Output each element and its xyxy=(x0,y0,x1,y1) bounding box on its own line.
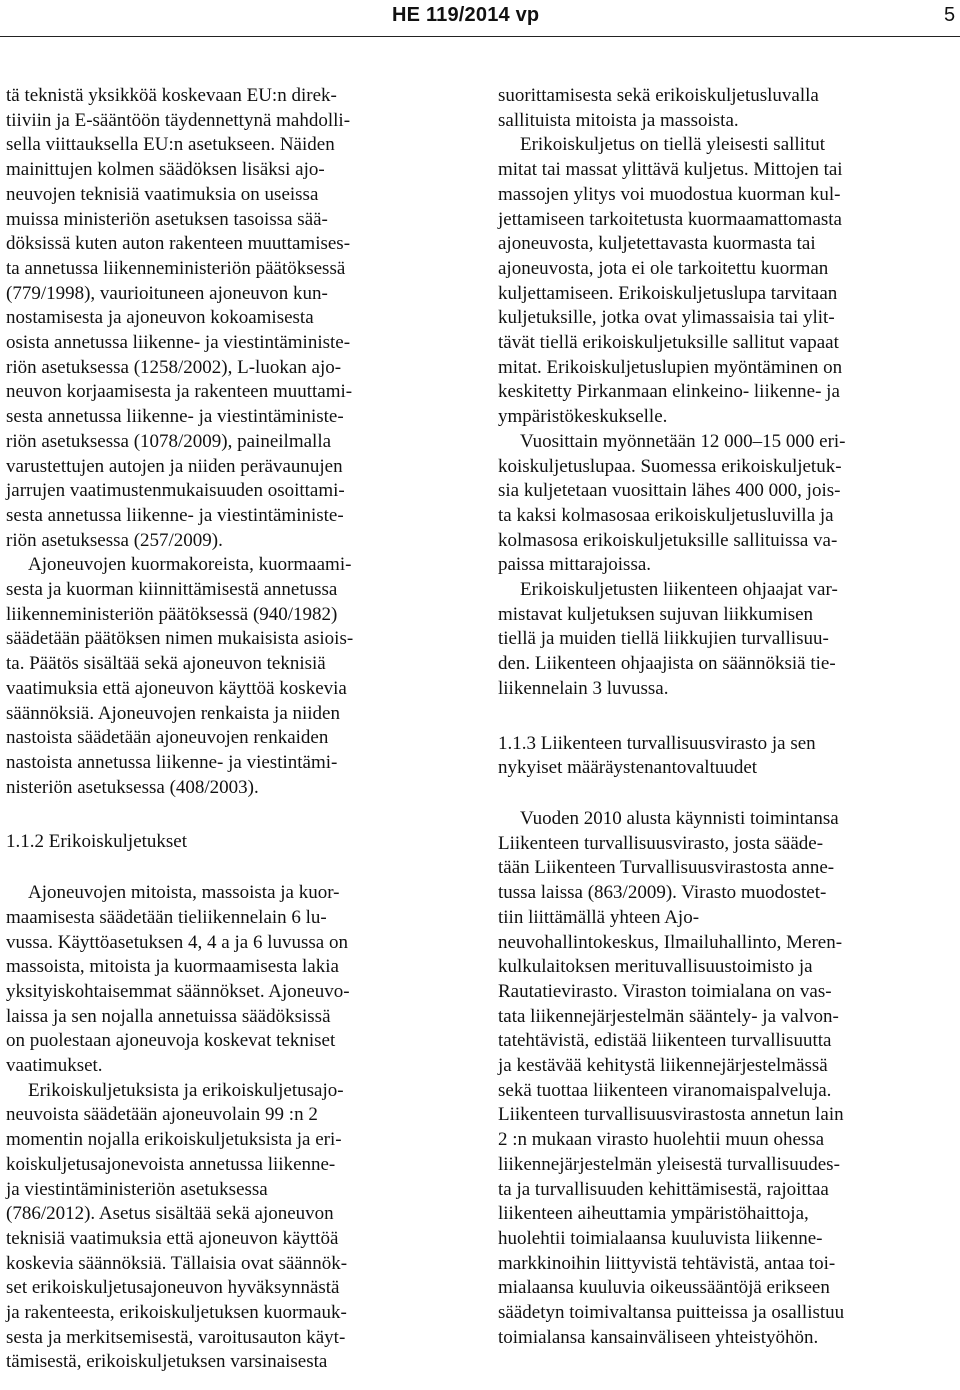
page-header xyxy=(0,0,960,40)
section-heading: 1.1.3 Liikenteen turvallisuusvirasto ja sen nykyiset määräystenantovaltuudet xyxy=(498,732,816,779)
right-column xyxy=(498,84,960,1350)
paragraph: Ajoneuvojen kuormakoreista, kuormaami- sesta ja kuorman kiinnittämisestä annetussa liikenneministeriön päätöksessä (940/1982) säädetään päätöksen nimen mukaisista asiois- ta. Päätös sisältää sekä ajoneuvon teknisiä vaatimuksia että ajoneuvon käyttöä koskevia säännöksiä. Ajoneuvojen renkaista ja niiden nastoista säädetään ajoneuvojen renkaiden nastoista annetussa liikenne- ja viestintämi- nisteriön asetuksessa (408/2003). xyxy=(6,554,354,798)
page-number: 5 xyxy=(944,4,956,26)
section-heading: 1.1.2 Erikoiskuljetukset xyxy=(6,831,188,853)
paragraph: Ajoneuvojen mitoista, massoista ja kuor- maamisesta säädetään tieliikennelain 6 lu- vussa. Käyttöasetuksen 4, 4 a ja 6 luvussa on massoista, mitoista ja kuormaamisesta lakia yksityiskohtaisemmat säännökset. Ajoneuvo- laissa ja sen nojalla annetuissa säädöksissä on puolestaan ajoneuvoja koskevat tekniset vaatimukset. xyxy=(6,882,350,1077)
spacer xyxy=(6,800,468,830)
paragraph: Erikoiskuljetus on tiellä yleisesti sallitut mitat tai massat ylittävä kuljetus. Mittojen tai massojen ylitys voi muodostua kuorman kul- jettamiseen tarkoitetusta kuormaamattomasta ajoneuvosta, kuljetettavasta kuormasta tai ajoneuvosta, jota ei ole tarkoitettu kuorman kuljettamiseen. Erikoiskuljetuslupa tarvitaan kuljetuksille, jotka ovat ylimassaisia tai ylit- tävät tiellä erikoiskuljetuksille sallitut vapaat mitat. Erikoiskuljetuslupien myöntäminen on keskitetty Pirkanmaan elinkeino- liikenne- ja ympäristökeskukselle. xyxy=(498,134,843,428)
spacer xyxy=(498,781,960,807)
paragraph: tä teknistä yksikköä koskevaan EU:n direk- tiiviin ja E-sääntöön täydennettynä mahdolli- sella viittauksella EU:n asetukseen. Näiden mainittujen kolmen säädöksen lisäksi ajo- neuvojen teknisiä vaatimuksia on useissa muissa ministeriön asetuksen tasoissa sää- döksissä kuten auton rakenteen muuttamises- ta annetussa liikenneministeriön päätöksessä (779/1998), vaurioituneen ajoneuvon kun- nostamisesta ja ajoneuvon kokoamisesta osista annetussa liikenne- ja viestintäministe- riön asetuksessa (1258/2002), L-luokan ajo- neuvon korjaamisesta ja rakenteen muuttami- sesta annetussa liikenne- ja viestintäministe- riön asetuksessa (1078/2009), paineilmalla varustettujen autojen ja niiden perävaunujen jarrujen vaatimustenmukaisuuden osoittami- sesta annetussa liikenne- ja viestintäministe- riön asetuksessa (257/2009). xyxy=(6,85,353,551)
paragraph: Vuoden 2010 alusta käynnisti toimintansa Liikenteen turvallisuusvirasto, josta sääde- tään Liikenteen Turvallisuusvirastosta anne- tussa laissa (863/2009). Virasto muodostet- tiin liittämällä yhteen Ajo- neuvohallintokeskus, Ilmailuhallinto, Meren- kulkulaitoksen merituvallisuustoimisto ja Rautatievirasto. Viraston toimialana on vas- tata liikennejärjestelmän sääntely- ja valvon- tatehtävistä, edistää liikenteen turvallisuutta ja kestävää kehitystä liikennejärjestelmässä sekä tuottaa liikenteen viranomaispalveluja. Liikenteen turvallisuusvirastosta annetun lain 2 :n mukaan virasto huolehtii muun ohessa liikennejärjestelmän yleisestä turvallisuudes- ta ja turvallisuuden kehittämisestä, rajoittaa liikenteen aiheuttamia ympäristöhaittoja, huolehtii toimialaansa kuuluvista liikenne- markkinoihin liittyvistä tehtävistä, antaa toi- mialaansa kuuluvia oikeussääntöjä erikseen säädetyn toimivaltansa puitteissa ja osallistuu toimialansa kansainväliseen yhteistyöhön. xyxy=(498,807,845,1348)
paragraph: Erikoiskuljetuksista ja erikoiskuljetusajo- neuvoista säädetään ajoneuvolain 99 :n 2 momentin nojalla erikoiskuljetuksista ja eri- koiskuljetusajonevoista annetussa liikenne- ja viestintäministeriön asetuksessa (786/2012). Asetus sisältää sekä ajoneuvon teknisiä vaatimuksia että ajoneuvon käyttöä koskevia säännöksiä. Tällaisia ovat säännök- set erikoiskuljetusajoneuvon hyväksynnästä ja rakenteesta, erikoiskuljetuksen kuormauk- sesta ja merkitsemisestä, varoitusauton käyt- tämisestä, erikoiskuljetuksen varsinaisesta xyxy=(6,1079,348,1373)
document-id: HE 119/2014 vp xyxy=(392,4,540,26)
paragraph: Erikoiskuljetusten liikenteen ohjaajat var- mistavat kuljetuksen sujuvan liikkumisen tiellä ja muiden tiellä liikkujien turvallisuu- den. Liikenteen ohjaajista on säännöksiä tie- liikennelain 3 luvussa. xyxy=(498,579,838,699)
spacer xyxy=(6,855,468,881)
left-column xyxy=(6,84,468,1375)
paragraph: suorittamisesta sekä erikoiskuljetusluvalla sallituista mitoista ja massoista. xyxy=(498,85,819,131)
header-divider xyxy=(0,36,960,37)
paragraph: Vuosittain myönnetään 12 000–15 000 eri- koiskuljetuslupaa. Suomessa erikoiskuljetuk- sia kuljetetaan vuosittain lähes 400 000, jois- ta kaksi kolmasosaa erikoiskuljetusluvilla ja kolmasosa erikoiskuljetuksille sallituissa va- paissa mittarajoissa. xyxy=(498,430,846,576)
spacer xyxy=(498,702,960,732)
